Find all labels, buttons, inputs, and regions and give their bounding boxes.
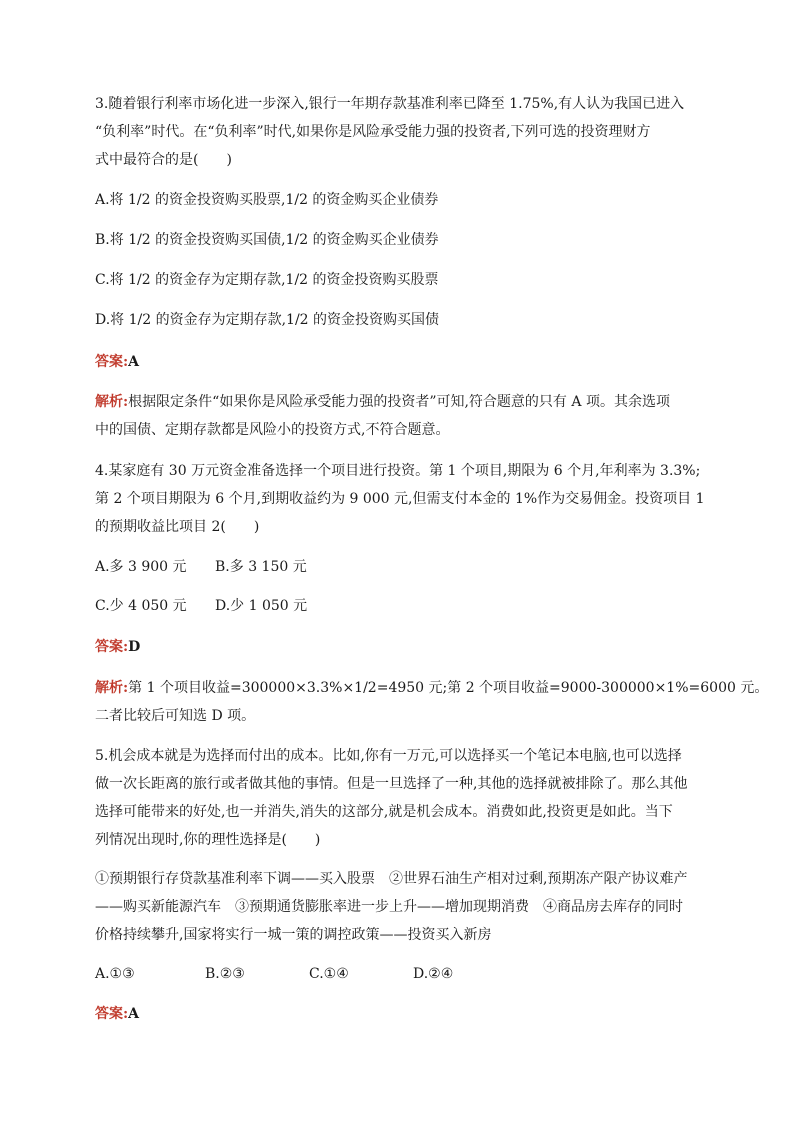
question-5-option-c: C.①④ [309, 966, 349, 982]
text-line [95, 388, 705, 416]
question-5-statements [95, 865, 705, 949]
question-4-stem [95, 457, 705, 541]
question-5-options [95, 960, 705, 988]
question-4-option-c: C.少 4 050 元 [95, 598, 187, 614]
text-line [95, 674, 769, 702]
question-5-option-b: B.②③ [205, 966, 245, 982]
text-line: 第 2 个项目期限为 6 个月,到期收益约为 9 000 元,但需支付本金的 1%作为交易佣金。投资项目 1 [95, 491, 705, 507]
question-4-option-b: B.多 3 150 元 [215, 559, 307, 575]
answer-label: 答案: [95, 354, 129, 370]
question-4-answer [95, 633, 705, 661]
question-3-stem [95, 90, 705, 174]
text-line: 二者比较后可知选 D 项。 [95, 708, 256, 724]
question-3-option-a: A.将 1/2 的资金投资购买股票,1/2 的资金购买企业债券 [95, 192, 439, 208]
question-4-option-d: D.少 1 050 元 [215, 598, 308, 614]
analysis-label: 解析: [95, 680, 129, 696]
question-5-stem [95, 742, 705, 854]
question-4-options-row-1 [95, 553, 705, 581]
question-3-answer [95, 348, 705, 376]
text-line: 3.随着银行利率市场化进一步深入,银行一年期存款基准利率已降至 1.75%,有人认为我国已进入 [95, 96, 685, 112]
text-line: ——购买新能源汽车 ③预期通货膨胀率进一步上升——增加现期消费 ④商品房去库存的同时 [95, 899, 683, 915]
text-line: 列情况出现时,你的理性选择是( ) [95, 832, 321, 848]
answer-value: A [128, 354, 140, 370]
text-line: 中的国债、定期存款都是风险小的投资方式,不符合题意。 [95, 422, 450, 438]
question-3-option-c: C.将 1/2 的资金存为定期存款,1/2 的资金投资购买股票 [95, 272, 439, 288]
question-3-analysis [95, 388, 705, 444]
question-5-option-d: D.②④ [413, 966, 454, 982]
text-line: 4.某家庭有 30 万元资金准备选择一个项目进行投资。第 1 个项目,期限为 6 个月,年利率为 3.3%; [95, 463, 701, 479]
question-4-options-row-2 [95, 592, 705, 620]
question-5-option-a: A.①③ [95, 966, 135, 982]
text-line: 式中最符合的是( ) [95, 152, 232, 168]
answer-value: A [128, 1006, 140, 1022]
text-line: “负利率”时代。在“负利率”时代,如果你是风险承受能力强的投资者,下列可选的投资理财方 [95, 124, 651, 140]
text-line: 的预期收益比项目 2( ) [95, 519, 260, 535]
text-line: ①预期银行存贷款基准利率下调——买入股票 ②世界石油生产相对过剩,预期冻产限产协议难产 [95, 871, 688, 887]
question-3-option-b: B.将 1/2 的资金投资购买国债,1/2 的资金购买企业债券 [95, 232, 439, 248]
analysis-label: 解析: [95, 394, 129, 410]
analysis-text: 第 1 个项目收益=300000×3.3%×1/2=4950 元;第 2 个项目收益=9000-300000×1%=6000 元。 [128, 680, 769, 696]
text-line: 5.机会成本就是为选择而付出的成本。比如,你有一万元,可以选择买一个笔记本电脑,也可以选择 [95, 748, 682, 764]
question-4-option-a: A.多 3 900 元 [95, 559, 187, 575]
text-line: 选择可能带来的好处,也一并消失,消失的这部分,就是机会成本。消费如此,投资更是如此。当下 [95, 804, 673, 820]
answer-label: 答案: [95, 1006, 129, 1022]
question-5-answer [95, 1000, 705, 1028]
text-line: 价格持续攀升,国家将实行一城一策的调控政策——投资买入新房 [95, 927, 492, 943]
text-line: 做一次长距离的旅行或者做其他的事情。但是一旦选择了一种,其他的选择就被排除了。那么其他 [95, 776, 688, 792]
analysis-text: 根据限定条件“如果你是风险承受能力强的投资者”可知,符合题意的只有 A 项。其余选项 [128, 394, 670, 410]
question-4-analysis [95, 674, 769, 730]
answer-value: D [128, 639, 141, 655]
answer-label: 答案: [95, 639, 129, 655]
question-3-option-d: D.将 1/2 的资金存为定期存款,1/2 的资金投资购买国债 [95, 312, 440, 328]
